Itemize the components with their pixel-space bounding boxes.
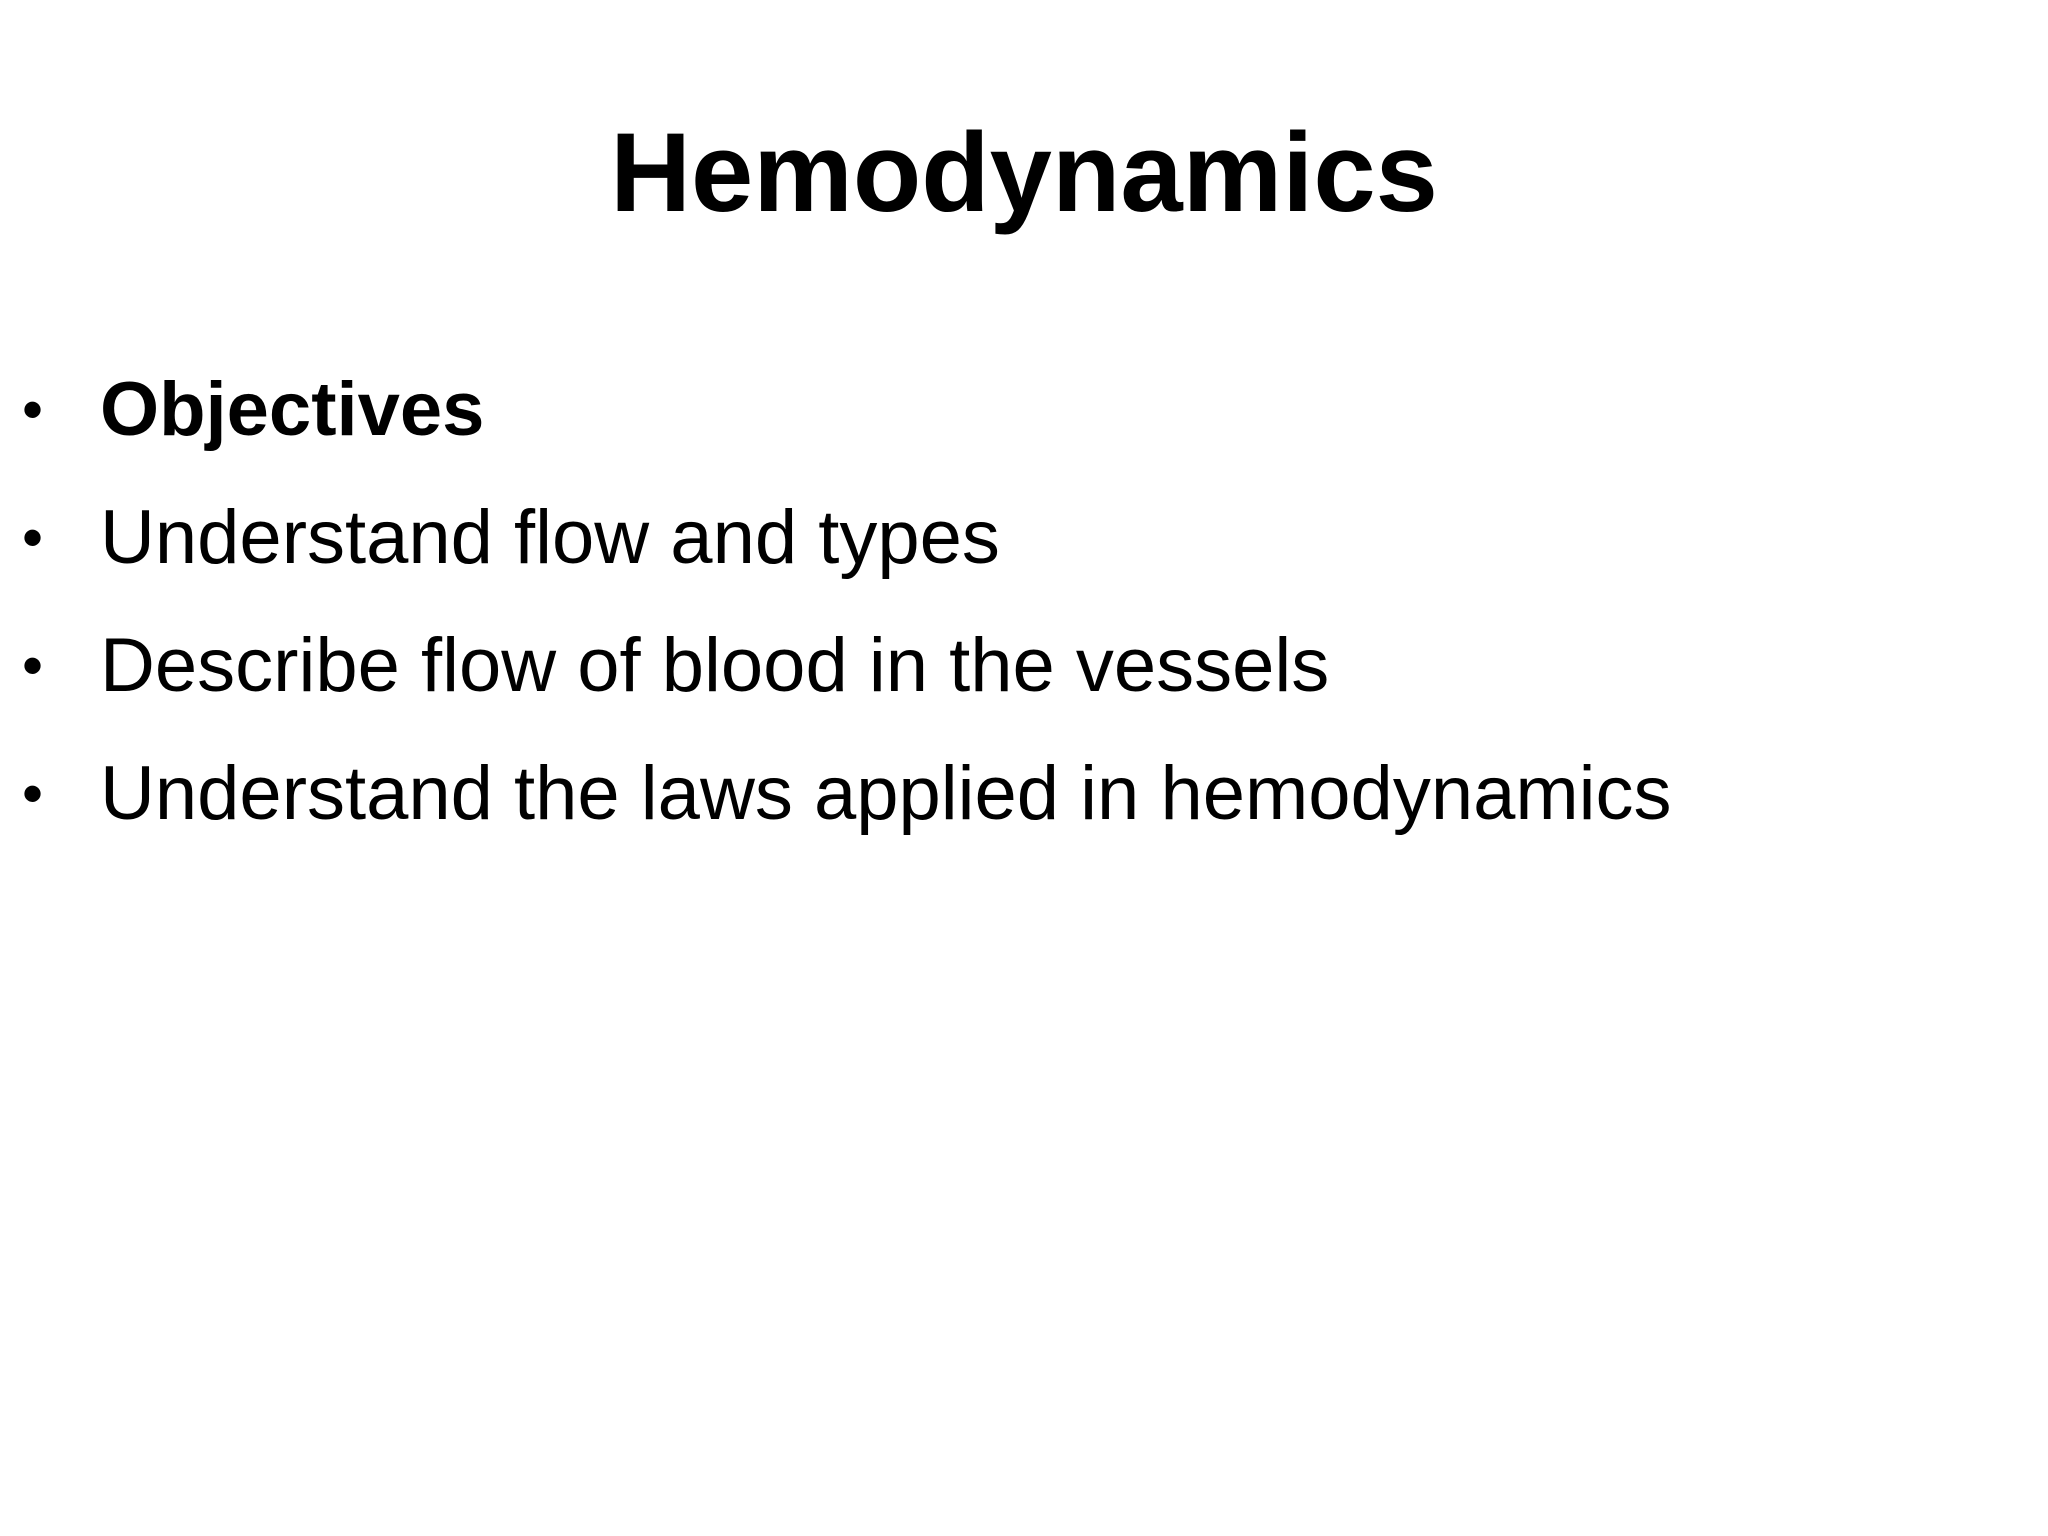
bullet-item-laws [22,730,1988,858]
bullet-item-flow-types [22,474,1988,602]
slide-title: Hemodynamics [610,110,1438,235]
bullet-text: Understand flow and types [100,495,1000,580]
bullet-list [22,346,1988,858]
bullet-item-blood-flow [22,602,1988,730]
bullet-item-objectives [22,346,1988,474]
bullet-text: Understand the laws applied in hemodynamics [100,751,1672,836]
bullet-dot-icon: • [22,504,44,571]
bullet-text: Describe flow of blood in the vessels [100,623,1330,708]
bullet-text: Objectives [100,367,485,452]
bullet-dot-icon: • [22,632,44,699]
bullet-dot-icon: • [22,376,44,443]
bullet-dot-icon: • [22,760,44,827]
